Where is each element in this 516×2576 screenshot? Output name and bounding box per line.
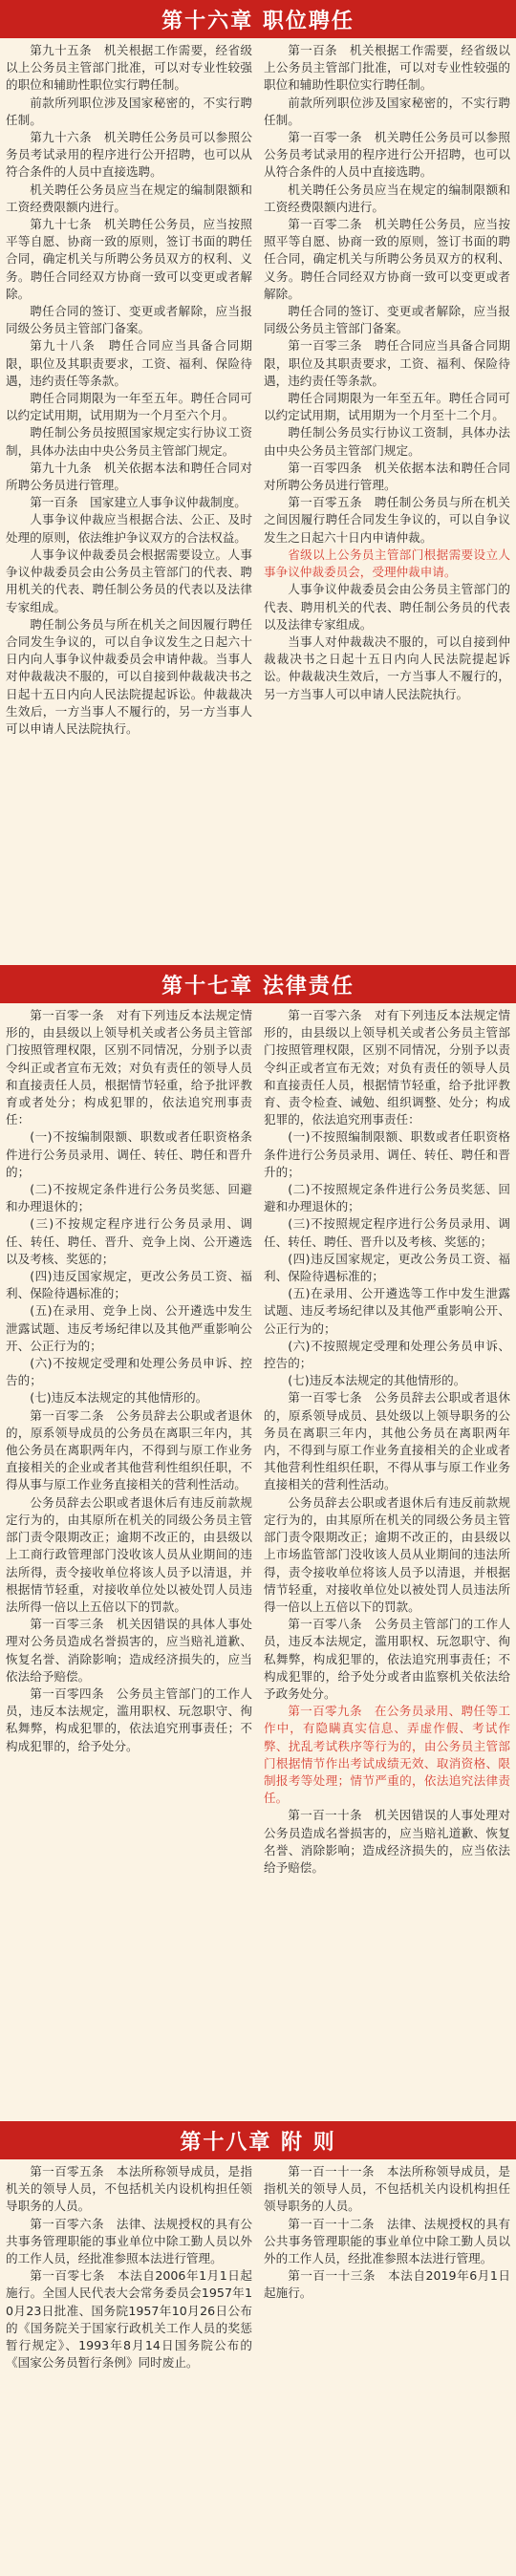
article-paragraph: 第一百零二条 机关聘任公务员，应当按照平等自愿、协商一致的原则，签订书面的聘任合同，确定机关与所聘公务员双方的权利、义务。聘任合同经双方协商一致可以变更或者解除。 (264, 217, 510, 301)
article-paragraph: 第九十七条 机关聘任公务员，应当按照平等自愿、协商一致的原则，签订书面的聘任合同，确定机关与所聘公务员双方的权利、义务。聘任合同经双方协商一致可以变更或者解除。 (6, 217, 252, 301)
article-paragraph: 前款所列职位涉及国家秘密的，不实行聘任制。 (264, 95, 510, 127)
article-paragraph: (三)不按照规定程序进行公务员录用、调任、转任、聘任、晋升以及考核、奖惩的； (264, 1216, 510, 1249)
article-paragraph: 第一百零一条 对有下列违反本法规定情形的，由县级以上领导机关或者公务员主管部门按照管理权限，区别不同情况，分别予以责令纠正或者宣布无效；对负有责任的领导人员和直接责任人员，根据情节轻重，给予批评教育或者处分；构成犯罪的，依法追究刑事责任： (6, 1008, 252, 1127)
article-paragraph: 机关聘任公务员应当在规定的编制限额和工资经费限额内进行。 (6, 182, 252, 214)
chapter-title: 第十八章 附 则 (0, 2121, 516, 2159)
chapter-title: 第十六章 职位聘任 (0, 0, 516, 38)
chapter-17 (0, 965, 516, 1877)
article-paragraph: 第一百零四条 机关依据本法和聘任合同对所聘公务员进行管理。 (264, 460, 510, 493)
article-paragraph: 机关聘任公务员应当在规定的编制限额和工资经费限额内进行。 (264, 182, 510, 214)
article-paragraph: (一)不按照编制限额、职数或者任职资格条件进行公务员录用、调任、转任、聘任和晋升的； (264, 1129, 510, 1179)
chapter-title: 第十七章 法律责任 (0, 965, 516, 1003)
article-paragraph: 第一百条 机关根据工作需要，经省级以上公务员主管部门批准，可以对专业性较强的职位和辅助性职位实行聘任制。 (264, 43, 510, 93)
old-law-column (6, 42, 252, 738)
article-paragraph: (五)在录用、公开遴选等工作中发生泄露试题、违反考场纪律以及其他严重影响公开、公正行为的； (264, 1286, 510, 1336)
article-paragraph: 第一百零一条 机关聘任公务员可以参照公务员考试录用的程序进行公开招聘，也可以从符合条件的人员中直接选聘。 (264, 130, 510, 180)
article-paragraph: 第一百零四条 公务员主管部门的工作人员，违反本法规定，滥用职权、玩忽职守、徇私舞弊，构成犯罪的，依法追究刑事责任；不构成犯罪的，给予处分。 (6, 1685, 252, 1753)
new-law-column (264, 1007, 510, 1877)
article-paragraph: (二)不按照规定条件进行公务员奖惩、回避和办理退休的； (264, 1182, 510, 1214)
article-paragraph: 第一百零八条 公务员主管部门的工作人员，违反本法规定，滥用职权、玩忽职守、徇私舞弊，构成犯罪的，依法追究刑事责任；不构成犯罪的，给予处分或者由监察机关依法给予政务处分。 (264, 1617, 510, 1701)
article-paragraph: 第一百一十条 机关因错误的人事处理对公务员造成名誉损害的，应当赔礼道歉、恢复名誉、消除影响；造成经济损失的，应当依法给予赔偿。 (264, 1808, 510, 1875)
article-paragraph: (一)不按编制限额、职数或者任职资格条件进行公务员录用、调任、转任、聘任和晋升的； (6, 1129, 252, 1179)
article-paragraph: 第一百一十二条 法律、法规授权的具有公共事务管理职能的事业单位中除工勤人员以外的工作人员，经批准参照本法进行管理。 (264, 2216, 510, 2266)
article-paragraph: 聘任合同期限为一年至五年。聘任合同可以约定试用期，试用期为一个月至十二个月。 (264, 391, 510, 423)
article-paragraph: (七)违反本法规定的其他情形的。 (288, 1373, 466, 1388)
article-paragraph: (三)不按规定程序进行公务员录用、调任、转任、聘任、晋升、竞争上岗、公开遴选以及考核、奖惩的； (6, 1216, 252, 1266)
old-law-column (6, 2163, 252, 2372)
article-paragraph: 第一百零七条 公务员辞去公职或者退休的，原系领导成员、县处级以上领导职务的公务员在离职三年内，其他公务员在离职两年内，不得到与原工作业务直接相关的企业或者其他营利性组织任职，不得从事与原工作业务直接相关的营利性活动。 (264, 1390, 510, 1492)
article-paragraph: 第一百条 国家建立人事争议仲裁制度。 (30, 495, 247, 510)
article-paragraph: 第一百零三条 聘任合同应当具备合同期限，职位及其职责要求，工资、福利、保险待遇，违约责任等条款。 (264, 338, 510, 388)
article-paragraph: 第一百一十一条 本法所称领导成员，是指机关的领导人员，不包括机关内设机构担任领导职务的人员。 (264, 2164, 510, 2214)
article-paragraph: 第九十八条 聘任合同应当具备合同期限，职位及其职责要求，工资、福利、保险待遇，违约责任等条款。 (6, 338, 252, 388)
article-paragraph: 第一百一十三条 本法自2019年6月1日起施行。 (264, 2268, 510, 2301)
article-paragraph: 第一百零七条 本法自2006年1月1日起施行。全国人民代表大会常务委员会1957年10月23日批准、国务院1957年10月26日公布的《国务院关于国家行政机关工作人员的奖惩暂行规定》、1993年8月14日国务院公布的《国家公务员暂行条例》同时废止。 (6, 2268, 252, 2371)
chapter-columns (0, 38, 516, 738)
article-paragraph: 人事争议仲裁应当根据合法、公正、及时处理的原则，依法维护争议双方的合法权益。 (6, 512, 252, 545)
new-law-column (264, 2163, 510, 2372)
article-paragraph: 第一百零三条 机关因错误的具体人事处理对公务员造成名誉损害的，应当赔礼道歉、恢复名誉、消除影响；造成经济损失的，应当依法给予赔偿。 (6, 1617, 252, 1684)
article-paragraph: (四)违反国家规定，更改公务员工资、福利、保险待遇标准的； (6, 1269, 252, 1301)
article-paragraph: 人事争议仲裁委员会根据需要设立。人事争议仲裁委员会由公务员主管部门的代表、聘用机关的代表、聘任制公务员的代表以及法律专家组成。 (6, 547, 252, 614)
article-paragraph: (五)在录用、竞争上岗、公开遴选中发生泄露试题、违反考场纪律以及其他严重影响公开、公正行为的； (6, 1303, 252, 1353)
chapter-16 (0, 0, 516, 738)
article-paragraph: 第九十五条 机关根据工作需要，经省级以上公务员主管部门批准，可以对专业性较强的职位和辅助性职位实行聘任制。 (6, 43, 252, 93)
new-law-column (264, 42, 510, 738)
chapter-columns (0, 2159, 516, 2372)
article-paragraph: 第九十六条 机关聘任公务员可以参照公务员考试录用的程序进行公开招聘，也可以从符合条件的人员中直接选聘。 (6, 130, 252, 180)
article-paragraph: 聘任制公务员实行协议工资制，具体办法由中央公务员主管部门规定。 (264, 425, 510, 458)
article-paragraph: (六)不按照规定受理和处理公务员申诉、控告的； (264, 1338, 510, 1371)
article-paragraph: (七)违反本法规定的其他情形的。 (30, 1390, 208, 1406)
article-paragraph: 前款所列职位涉及国家秘密的，不实行聘任制。 (6, 95, 252, 127)
chapter-18 (0, 2121, 516, 2372)
article-paragraph: 公务员辞去公职或者退休后有违反前款规定行为的，由其原所在机关的同级公务员主管部门责令限期改正；逾期不改正的，由县级以上市场监管部门没收该人员从业期间的违法所得，责令接收单位将该人员予以清退，并根据情节轻重，对接收单位处以被处罚人员违法所得一倍以上五倍以下的罚款。 (264, 1494, 510, 1614)
article-paragraph: 第一百零二条 公务员辞去公职或者退休的，原系领导成员的公务员在离职三年内，其他公务员在离职两年内，不得到与原工作业务直接相关的企业或者其他营利性组织任职，不得从事与原工作业务直接相关的营利性活动。 (6, 1407, 252, 1492)
article-paragraph: (六)不按规定受理和处理公务员申诉、控告的； (6, 1356, 252, 1388)
article-paragraph: 聘任合同期限为一年至五年。聘任合同可以约定试用期，试用期为一个月至六个月。 (6, 391, 252, 423)
article-paragraph: 聘任制公务员按照国家规定实行协议工资制，具体办法由中央公务员主管部门规定。 (6, 425, 252, 458)
article-paragraph: 人事争议仲裁委员会由公务员主管部门的代表、聘用机关的代表、聘任制公务员的代表以及法律专家组成。 (264, 582, 510, 632)
article-paragraph: (二)不按规定条件进行公务员奖惩、回避和办理退休的； (6, 1182, 252, 1214)
article-paragraph: 聘任合同的签订、变更或者解除，应当报同级公务员主管部门备案。 (6, 304, 252, 336)
article-paragraph: (四)违反国家规定，更改公务员工资、福利、保险待遇标准的； (264, 1251, 510, 1284)
article-paragraph: 第一百零六条 法律、法规授权的具有公共事务管理职能的事业单位中除工勤人员以外的工作人员，经批准参照本法进行管理。 (6, 2216, 252, 2266)
article-paragraph: 当事人对仲裁裁决不服的，可以自接到仲裁裁决书之日起十五日内向人民法院提起诉讼。仲裁裁决生效后，一方当事人不履行的，另一方当事人可以申请人民法院执行。 (264, 633, 510, 701)
chapter-columns (0, 1003, 516, 1877)
article-paragraph: 聘任合同的签订、变更或者解除，应当报同级公务员主管部门备案。 (264, 304, 510, 336)
amended-article-paragraph: 第一百零九条 在公务员录用、聘任等工作中，有隐瞒真实信息、弄虚作假、考试作弊、扰乱考试秩序等行为的，由公务员主管部门根据情节作出考试成绩无效、取消资格、限制报考等处理；情节严重的，依法追究法律责任。 (264, 1704, 510, 1806)
article-paragraph: 第九十九条 机关依据本法和聘任合同对所聘公务员进行管理。 (6, 460, 252, 493)
article-paragraph: 第一百零五条 聘任制公务员与所在机关之间因履行聘任合同发生争议的，可以自争议发生之日起六十日内申请仲裁。 (264, 495, 510, 545)
article-paragraph: 聘任制公务员与所在机关之间因履行聘任合同发生争议的，可以自争议发生之日起六十日内向人事争议仲裁委员会申请仲裁。当事人对仲裁裁决不服的，可以自接到仲裁裁决书之日起十五日内向人民法院提起诉讼。仲裁裁决生效后，一方当事人不履行的，另一方当事人可以申请人民法院执行。 (6, 616, 252, 736)
old-law-column (6, 1007, 252, 1877)
article-paragraph: 公务员辞去公职或者退休后有违反前款规定行为的，由其原所在机关的同级公务员主管部门责令限期改正；逾期不改正的，由县级以上工商行政管理部门没收该人员从业期间的违法所得，责令接收单位将该人员予以清退，并根据情节轻重，对接收单位处以被处罚人员违法所得一倍以上五倍以下的罚款。 (6, 1494, 252, 1614)
amended-article-paragraph: 省级以上公务员主管部门根据需要设立人事争议仲裁委员会，受理仲裁申请。 (264, 547, 510, 580)
article-paragraph: 第一百零五条 本法所称领导成员，是指机关的领导人员，不包括机关内设机构担任领导职务的人员。 (6, 2164, 252, 2214)
article-paragraph: 第一百零六条 对有下列违反本法规定情形的，由县级以上领导机关或者公务员主管部门按照管理权限，区别不同情况，分别予以责令纠正或者宣布无效；对负有责任的领导人员和直接责任人员，根据情节轻重，给予批评教育、责令检查、诫勉、组织调整、处分；构成犯罪的，依法追究刑事责任： (264, 1008, 510, 1127)
